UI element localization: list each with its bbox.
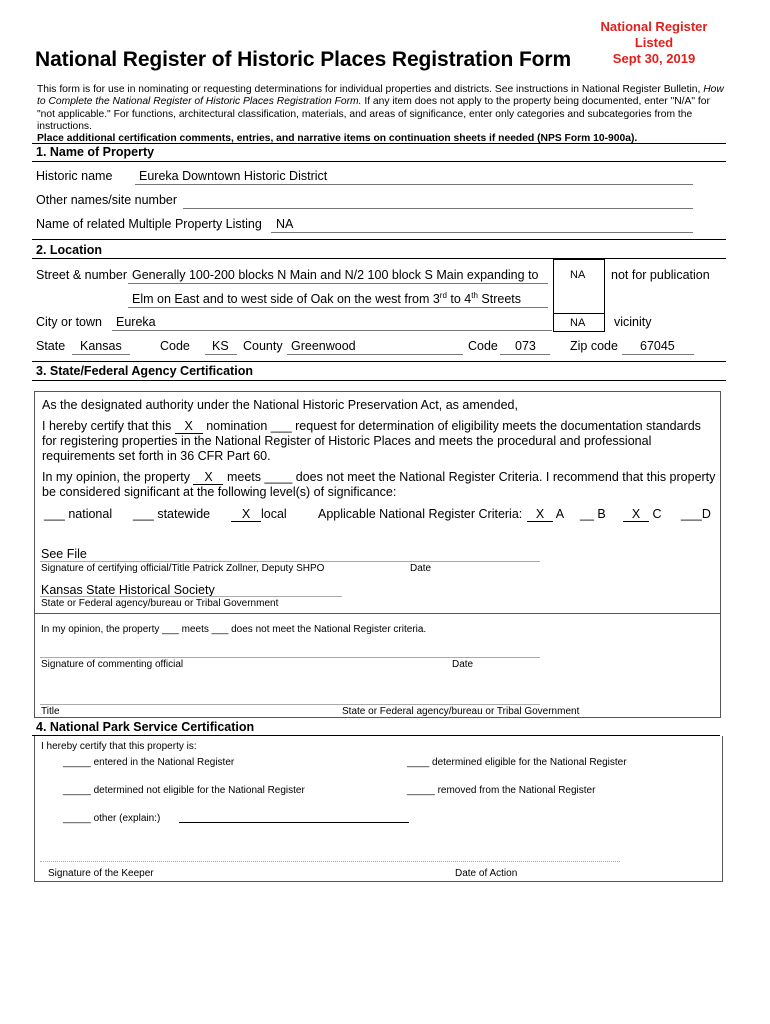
not-for-publication-checkbox[interactable]: NA xyxy=(570,269,586,281)
keeper-signature-label: Signature of the Keeper xyxy=(48,868,154,879)
street-line-2-post: Streets xyxy=(477,292,521,306)
keeper-signature-line[interactable] xyxy=(40,861,620,862)
certifying-date-label: Date xyxy=(410,563,432,574)
section-1-top-rule xyxy=(32,143,726,144)
state-code-label: Code xyxy=(160,339,190,353)
criteria-c-mark: X xyxy=(623,507,649,522)
nps-certify-statement: I hereby certify that this property is: xyxy=(41,741,197,752)
title-label: Title xyxy=(41,706,60,717)
mpl-field[interactable]: NA xyxy=(276,217,294,231)
option-removed[interactable]: _____ removed from the National Register xyxy=(407,785,596,796)
criteria-a-mark: X xyxy=(527,507,553,522)
opinion-line-1 xyxy=(42,470,715,485)
nomination-mark[interactable]: X xyxy=(175,419,203,434)
historic-name-field[interactable]: Eureka Downtown Historic District xyxy=(139,169,328,183)
instructions-text-2: If any item does not apply to the property being documented, enter "N/A" for "not applicable." For functions, architectural classification, materials, and areas of significance, enter only categories and subcategories from the instructions. xyxy=(37,96,710,132)
option-entered[interactable]: _____ entered in the National Register xyxy=(63,757,235,768)
comment-signature-line[interactable] xyxy=(40,657,540,658)
certifying-signature-label: Signature of certifying official/Title Patrick Zollner, Deputy SHPO xyxy=(41,563,325,574)
county-code-field[interactable]: 073 xyxy=(515,339,536,353)
criteria-b[interactable]: __ B xyxy=(580,507,606,521)
opinion-post: meets ____ does not meet the National Register Criteria. I recommend that this property xyxy=(226,470,716,484)
state-field[interactable]: Kansas xyxy=(80,339,122,353)
criteria-a-label: A xyxy=(555,507,565,521)
stamp-line-2: Listed xyxy=(634,35,674,50)
superscript-th: th xyxy=(471,290,478,300)
mpl-label: Name of related Multiple Property Listing xyxy=(36,217,262,231)
street-label: Street & number xyxy=(36,268,128,282)
vicinity-checkbox[interactable]: NA xyxy=(570,317,586,329)
comment-opinion: In my opinion, the property ___ meets ___ does not meet the National Register criteria. xyxy=(41,624,427,635)
option-not-eligible[interactable]: _____ determined not eligible for the National Register xyxy=(63,785,305,796)
certifying-signature-field[interactable]: See File xyxy=(41,547,87,561)
section-2-heading: 2. Location xyxy=(36,243,102,257)
instructions-bold: Place additional certification comments, entries, and narrative items on continuation sheets if needed (NPS Form 10-900a). xyxy=(37,133,638,145)
other-explain-line[interactable] xyxy=(179,822,409,823)
title-line[interactable] xyxy=(40,704,540,705)
local-mark: X xyxy=(231,507,261,522)
level-statewide[interactable]: ___ statewide xyxy=(133,507,211,521)
authority-statement: As the designated authority under the National Historic Preservation Act, as amended, xyxy=(42,398,518,412)
state-underline xyxy=(72,354,130,355)
opinion-line-2: be considered significant at the following level(s) of significance: xyxy=(42,485,397,499)
criteria-c-label: C xyxy=(652,507,662,521)
criteria-c[interactable] xyxy=(623,507,662,522)
county-label: County xyxy=(243,339,283,353)
street-underline-1 xyxy=(128,283,548,284)
instructions-text-1: This form is for use in nominating or requesting determinations for individual properties and districts. See instructions in National Register Bulletin, xyxy=(37,84,704,95)
mpl-underline xyxy=(271,232,693,233)
criteria-a[interactable] xyxy=(527,507,564,522)
level-local[interactable] xyxy=(231,507,287,522)
certify-post: nomination ___ request for determination of eligibility meets the documentation standards xyxy=(206,419,701,433)
street-field-line-2[interactable] xyxy=(132,292,521,306)
historic-name-label: Historic name xyxy=(36,169,113,183)
stamp-line-1: National Register xyxy=(600,19,708,34)
option-other[interactable]: _____ other (explain:) xyxy=(63,813,161,824)
county-field[interactable]: Greenwood xyxy=(291,339,356,353)
level-national[interactable]: ___ national xyxy=(44,507,113,521)
certify-pre: I hereby certify that this xyxy=(42,419,175,433)
other-names-field[interactable] xyxy=(183,208,693,209)
section-1-bottom-rule xyxy=(32,161,726,162)
superscript-rd: rd xyxy=(439,290,447,300)
other-names-label: Other names/site number xyxy=(36,193,178,207)
section-1-heading: 1. Name of Property xyxy=(36,145,155,159)
certifying-signature-line xyxy=(40,561,540,562)
vicinity-label: vicinity xyxy=(614,315,652,329)
form-instructions xyxy=(37,84,727,145)
section-3-heading: 3. State/Federal Agency Certification xyxy=(36,364,253,378)
county-code-label: Code xyxy=(468,339,498,353)
agency-label: State or Federal agency/bureau or Tribal Government xyxy=(41,598,279,609)
section-3-bottom-rule xyxy=(32,380,726,381)
certify-line-1 xyxy=(42,419,701,434)
comment-divider xyxy=(34,613,721,614)
local-label: local xyxy=(261,507,287,521)
stamp-line-3: Sept 30, 2019 xyxy=(612,51,696,66)
option-eligible[interactable]: ____ determined eligible for the National Register xyxy=(407,757,627,768)
agency-field[interactable]: Kansas State Historical Society xyxy=(41,583,215,597)
criteria-d[interactable]: ___D xyxy=(681,507,711,521)
comment-date-label: Date xyxy=(452,659,474,670)
certify-line-2: for registering properties in the National Register of Historic Places and meets the procedural and professional xyxy=(42,434,652,448)
state-label: State xyxy=(36,339,66,353)
state-code-underline xyxy=(205,354,237,355)
certify-line-3: requirements set forth in 36 CFR Part 60. xyxy=(42,449,271,463)
street-underline-2 xyxy=(128,307,548,308)
historic-name-underline xyxy=(135,184,693,185)
county-underline xyxy=(287,354,463,355)
zip-label: Zip code xyxy=(570,339,618,353)
agency-2-label: State or Federal agency/bureau or Tribal Government xyxy=(342,706,580,717)
opinion-pre: In my opinion, the property xyxy=(42,470,194,484)
state-code-field[interactable]: KS xyxy=(212,339,229,353)
meets-mark[interactable]: X xyxy=(193,470,223,485)
zip-underline xyxy=(622,354,694,355)
street-line-2-pre: Elm on East and to west side of Oak on the west from 3 xyxy=(132,292,440,306)
street-field-line-1[interactable]: Generally 100-200 blocks N Main and N/2 100 block S Main expanding to xyxy=(132,268,539,282)
not-for-publication-label: not for publication xyxy=(611,268,710,282)
agency-line xyxy=(40,596,342,597)
date-of-action-label: Date of Action xyxy=(455,868,518,879)
section-2-top-rule xyxy=(32,239,726,240)
comment-signature-label: Signature of commenting official xyxy=(41,659,184,670)
bulletin-title: How to Complete the National Register of Historic Places Registration Form. xyxy=(37,84,724,108)
street-line-2-mid: to 4 xyxy=(446,292,472,306)
city-field[interactable]: Eureka xyxy=(116,315,156,329)
criteria-label: Applicable National Register Criteria: xyxy=(318,507,523,521)
city-label: City or town xyxy=(36,315,102,329)
listed-stamp xyxy=(596,19,712,67)
zip-field[interactable]: 67045 xyxy=(640,339,675,353)
county-code-underline xyxy=(500,354,550,355)
vicinity-divider xyxy=(553,313,604,314)
form-title: National Register of Historic Places Registration Form xyxy=(35,48,572,71)
section-3-top-rule xyxy=(32,361,726,362)
section-4-heading: 4. National Park Service Certification xyxy=(36,720,255,734)
city-underline xyxy=(112,330,552,331)
section-2-bottom-rule xyxy=(32,258,726,259)
